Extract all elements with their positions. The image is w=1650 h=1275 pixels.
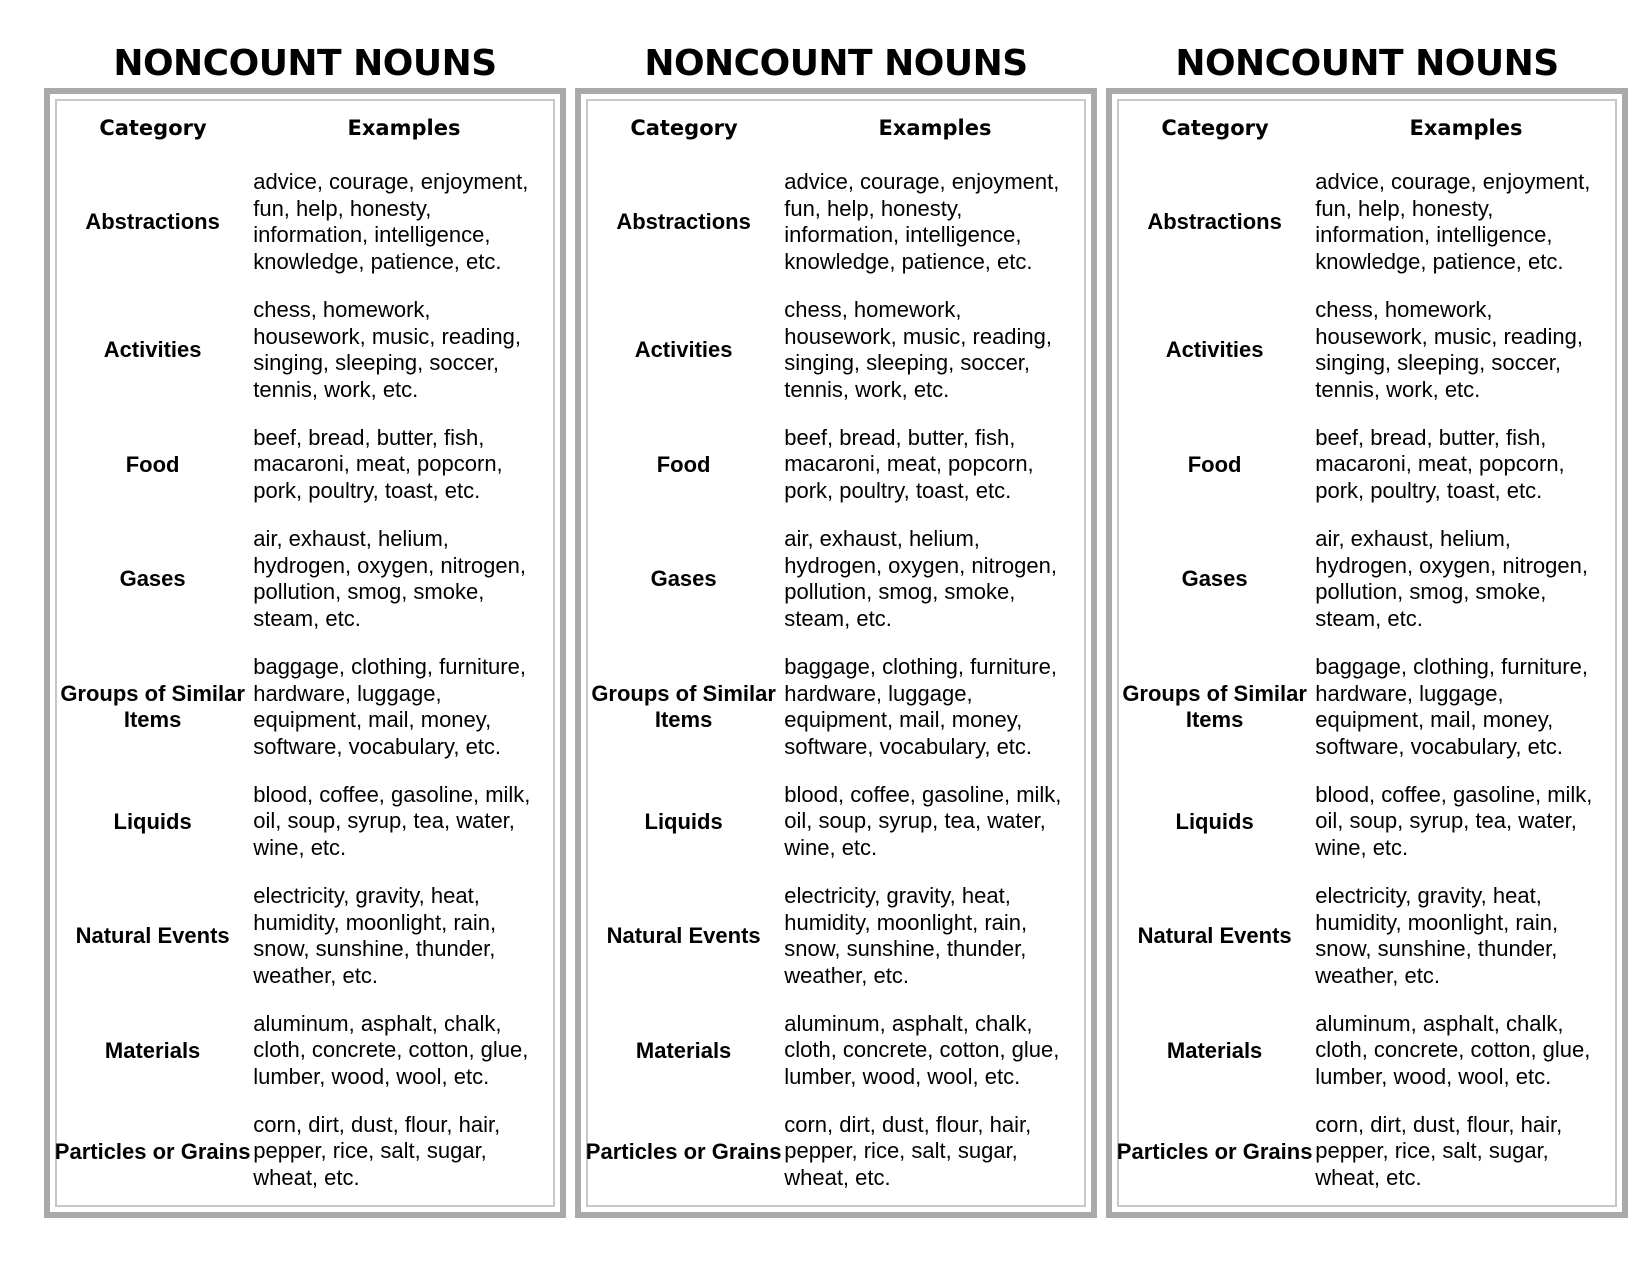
table-row — [1116, 1101, 1618, 1202]
table-row — [54, 1000, 556, 1101]
table-row — [1116, 643, 1618, 771]
category-cell: Liquids — [113, 808, 192, 834]
examples-cell: corn, dirt, dust, flour, hair, pepper, rice, salt, sugar, wheat, etc. — [253, 1111, 501, 1190]
category-cell: Activities — [634, 337, 733, 362]
table-row — [1116, 771, 1618, 872]
examples-cell: aluminum, asphalt, chalk, cloth, concrete, cotton, glue, lumber, wood, wool, etc. — [1315, 1010, 1591, 1089]
examples-cell: electricity, gravity, heat, humidity, moonlight, rain, snow, sunshine, thunder, weather, etc. — [253, 883, 497, 988]
examples-cell: chess, homework, housework, music, reading, singing, sleeping, soccer, tennis, work, etc. — [253, 297, 522, 402]
category-cell: Food — [656, 451, 711, 477]
table-row — [585, 1101, 1087, 1202]
category-cell: Groups of Similar Items — [1122, 681, 1307, 732]
category-cell: Abstractions — [85, 209, 220, 234]
examples-header: Examples — [347, 115, 461, 140]
table-row — [585, 643, 1087, 771]
examples-cell: beef, bread, butter, fish, macaroni, meat, popcorn, pork, poultry, toast, etc. — [784, 424, 1034, 503]
category-cell: Abstractions — [1147, 209, 1282, 234]
table-row — [54, 1101, 556, 1202]
examples-cell: advice, courage, enjoyment, fun, help, honesty, information, intelligence, knowledge, patience, etc. — [784, 169, 1060, 274]
examples-cell: chess, homework, housework, music, reading, singing, sleeping, soccer, tennis, work, etc. — [784, 297, 1053, 402]
category-cell: Materials — [635, 1037, 732, 1063]
examples-header: Examples — [1409, 115, 1523, 140]
examples-cell: advice, courage, enjoyment, fun, help, honesty, information, intelligence, knowledge, patience, etc. — [253, 169, 529, 274]
category-cell: Activities — [103, 337, 202, 362]
examples-cell: electricity, gravity, heat, humidity, moonlight, rain, snow, sunshine, thunder, weather, etc. — [1315, 883, 1559, 988]
examples-cell: baggage, clothing, furniture, hardware, luggage, equipment, mail, money, software, vocabulary, etc. — [253, 654, 526, 759]
panel-title: NONCOUNT NOUNS — [113, 43, 497, 84]
table-row — [1116, 158, 1618, 286]
category-cell: Food — [1187, 451, 1242, 477]
examples-cell: beef, bread, butter, fish, macaroni, meat, popcorn, pork, poultry, toast, etc. — [1315, 424, 1565, 503]
table-header-row — [585, 98, 1087, 158]
table-header-row — [54, 98, 556, 158]
category-cell: Natural Events — [606, 923, 761, 948]
panel — [44, 40, 566, 1190]
examples-cell: aluminum, asphalt, chalk, cloth, concrete, cotton, glue, lumber, wood, wool, etc. — [784, 1010, 1060, 1089]
category-cell: Materials — [104, 1037, 201, 1063]
category-cell: Activities — [1165, 337, 1264, 362]
category-cell: Natural Events — [1137, 923, 1292, 948]
examples-cell: electricity, gravity, heat, humidity, moonlight, rain, snow, sunshine, thunder, weather, etc. — [784, 883, 1028, 988]
category-cell: Gases — [650, 566, 717, 591]
noun-table — [54, 98, 556, 1202]
examples-cell: baggage, clothing, furniture, hardware, luggage, equipment, mail, money, software, vocabulary, etc. — [784, 654, 1057, 759]
category-cell: Gases — [1181, 566, 1248, 591]
examples-cell: advice, courage, enjoyment, fun, help, honesty, information, intelligence, knowledge, patience, etc. — [1315, 169, 1591, 274]
noun-table — [585, 98, 1087, 1202]
examples-cell: blood, coffee, gasoline, milk, oil, soup, syrup, tea, water, wine, etc. — [784, 781, 1062, 860]
table-row — [585, 1000, 1087, 1101]
table-row — [54, 515, 556, 643]
category-header: Category — [630, 116, 738, 140]
category-cell: Liquids — [644, 808, 723, 834]
category-cell: Liquids — [1175, 808, 1254, 834]
category-cell: Particles or Grains — [585, 1138, 782, 1164]
panel — [1106, 40, 1628, 1190]
category-cell: Particles or Grains — [54, 1138, 251, 1164]
category-header: Category — [1161, 116, 1269, 140]
examples-cell: aluminum, asphalt, chalk, cloth, concrete, cotton, glue, lumber, wood, wool, etc. — [253, 1010, 529, 1089]
examples-cell: blood, coffee, gasoline, milk, oil, soup, syrup, tea, water, wine, etc. — [253, 781, 531, 860]
category-cell: Food — [125, 451, 180, 477]
panel-title: NONCOUNT NOUNS — [1175, 43, 1559, 84]
table-row — [54, 414, 556, 515]
examples-cell: baggage, clothing, furniture, hardware, luggage, equipment, mail, money, software, vocabulary, etc. — [1315, 654, 1588, 759]
table-row — [54, 872, 556, 1000]
category-cell: Gases — [119, 566, 186, 591]
category-cell: Groups of Similar Items — [591, 681, 776, 732]
table-row — [54, 286, 556, 414]
table-row — [1116, 1000, 1618, 1101]
panel — [575, 40, 1097, 1190]
table-row — [1116, 414, 1618, 515]
table-row — [585, 515, 1087, 643]
examples-header: Examples — [878, 115, 992, 140]
examples-cell: air, exhaust, helium, hydrogen, oxygen, nitrogen, pollution, smog, smoke, steam, etc. — [784, 526, 1057, 631]
table-row — [585, 158, 1087, 286]
table-row — [585, 872, 1087, 1000]
category-cell: Materials — [1166, 1037, 1263, 1063]
table-row — [54, 158, 556, 286]
table-row — [585, 771, 1087, 872]
noun-table — [1116, 98, 1618, 1202]
examples-cell: blood, coffee, gasoline, milk, oil, soup, syrup, tea, water, wine, etc. — [1315, 781, 1593, 860]
examples-cell: chess, homework, housework, music, reading, singing, sleeping, soccer, tennis, work, etc. — [1315, 297, 1584, 402]
category-cell: Particles or Grains — [1116, 1138, 1313, 1164]
table-row — [54, 643, 556, 771]
table-row — [585, 414, 1087, 515]
examples-cell: corn, dirt, dust, flour, hair, pepper, rice, salt, sugar, wheat, etc. — [784, 1111, 1032, 1190]
table-row — [54, 771, 556, 872]
category-header: Category — [99, 116, 207, 140]
category-cell: Abstractions — [616, 209, 751, 234]
table-row — [1116, 286, 1618, 414]
examples-cell: beef, bread, butter, fish, macaroni, meat, popcorn, pork, poultry, toast, etc. — [253, 424, 503, 503]
table-header-row — [1116, 98, 1618, 158]
examples-cell: air, exhaust, helium, hydrogen, oxygen, nitrogen, pollution, smog, smoke, steam, etc. — [253, 526, 526, 631]
category-cell: Natural Events — [75, 923, 230, 948]
examples-cell: air, exhaust, helium, hydrogen, oxygen, nitrogen, pollution, smog, smoke, steam, etc. — [1315, 526, 1588, 631]
examples-cell: corn, dirt, dust, flour, hair, pepper, rice, salt, sugar, wheat, etc. — [1315, 1111, 1563, 1190]
panel-title: NONCOUNT NOUNS — [644, 43, 1028, 84]
table-row — [1116, 872, 1618, 1000]
table-row — [585, 286, 1087, 414]
table-row — [1116, 515, 1618, 643]
category-cell: Groups of Similar Items — [60, 681, 245, 732]
